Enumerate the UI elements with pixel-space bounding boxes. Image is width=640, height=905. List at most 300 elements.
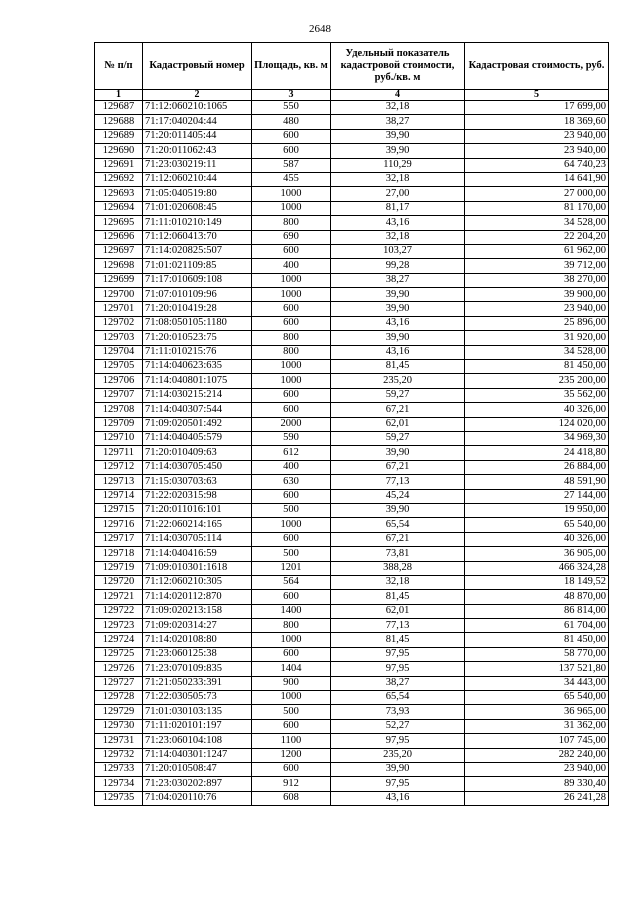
cadastral-number-cell: 71:14:040801:1075 [143, 374, 252, 388]
table-row [95, 705, 609, 719]
area-cell: 600 [252, 719, 331, 733]
cadastral-value-cell: 89 330,40 [465, 777, 609, 791]
row-number-cell: 129699 [95, 273, 143, 287]
cadastral-number-cell: 71:23:060125:38 [143, 647, 252, 661]
table-row [95, 244, 609, 258]
cadastral-number-cell: 71:14:030705:114 [143, 532, 252, 546]
cadastral-value-cell: 48 870,00 [465, 590, 609, 604]
area-cell: 480 [252, 115, 331, 129]
cadastral-number-cell: 71:15:030703:63 [143, 475, 252, 489]
area-cell: 600 [252, 129, 331, 143]
row-number-cell: 129712 [95, 460, 143, 474]
cadastral-number-cell: 71:20:010508:47 [143, 762, 252, 776]
row-number-cell: 129714 [95, 489, 143, 503]
row-number-cell: 129719 [95, 561, 143, 575]
area-cell: 1000 [252, 360, 331, 374]
row-number-cell: 129691 [95, 158, 143, 172]
cadastral-number-cell: 71:12:060413:70 [143, 230, 252, 244]
cadastral-number-cell: 71:12:060210:1065 [143, 101, 252, 115]
cadastral-number-cell: 71:11:010210:149 [143, 216, 252, 230]
area-cell: 1000 [252, 187, 331, 201]
area-cell: 600 [252, 388, 331, 402]
table-row [95, 691, 609, 705]
column-number: 3 [252, 90, 331, 101]
table-row [95, 172, 609, 186]
row-number-cell: 129713 [95, 475, 143, 489]
unit-rate-cell: 73,81 [331, 547, 465, 561]
table-row [95, 547, 609, 561]
table-row [95, 374, 609, 388]
cadastral-number-cell: 71:01:021109:85 [143, 259, 252, 273]
unit-rate-cell: 62,01 [331, 604, 465, 618]
unit-rate-cell: 43,16 [331, 345, 465, 359]
row-number-cell: 129729 [95, 705, 143, 719]
cadastral-number-cell: 71:01:020608:45 [143, 201, 252, 215]
row-number-cell: 129731 [95, 734, 143, 748]
cadastral-number-cell: 71:20:011016:101 [143, 503, 252, 517]
cadastral-value-cell: 23 940,00 [465, 129, 609, 143]
unit-rate-cell: 43,16 [331, 216, 465, 230]
cadastral-value-cell: 35 562,00 [465, 388, 609, 402]
table-row [95, 604, 609, 618]
table-row [95, 417, 609, 431]
row-number-cell: 129710 [95, 431, 143, 445]
cadastral-number-cell: 71:09:020314:27 [143, 619, 252, 633]
column-number-row [95, 90, 609, 101]
row-number-cell: 129698 [95, 259, 143, 273]
unit-rate-cell: 52,27 [331, 719, 465, 733]
area-cell: 630 [252, 475, 331, 489]
area-cell: 1404 [252, 662, 331, 676]
row-number-cell: 129702 [95, 316, 143, 330]
table-row [95, 345, 609, 359]
cadastral-value-cell: 31 920,00 [465, 331, 609, 345]
table-row [95, 532, 609, 546]
area-cell: 600 [252, 403, 331, 417]
table-row [95, 518, 609, 532]
cadastral-number-cell: 71:23:030202:897 [143, 777, 252, 791]
table-row [95, 129, 609, 143]
area-cell: 600 [252, 489, 331, 503]
area-cell: 600 [252, 302, 331, 316]
cadastral-number-cell: 71:12:060210:44 [143, 172, 252, 186]
table-row [95, 431, 609, 445]
cadastral-value-cell: 61 704,00 [465, 619, 609, 633]
area-cell: 2000 [252, 417, 331, 431]
area-cell: 1201 [252, 561, 331, 575]
cadastral-value-cell: 34 443,00 [465, 676, 609, 690]
cadastral-number-cell: 71:14:040416:59 [143, 547, 252, 561]
table-row [95, 331, 609, 345]
table-row [95, 201, 609, 215]
column-number: 2 [143, 90, 252, 101]
cadastral-value-cell: 27 144,00 [465, 489, 609, 503]
cadastral-value-cell: 27 000,00 [465, 187, 609, 201]
area-cell: 600 [252, 762, 331, 776]
cadastral-number-cell: 71:21:050233:391 [143, 676, 252, 690]
unit-rate-cell: 235,20 [331, 748, 465, 762]
cadastral-value-cell: 23 940,00 [465, 762, 609, 776]
area-cell: 608 [252, 791, 331, 805]
unit-rate-cell: 65,54 [331, 518, 465, 532]
cadastral-value-cell: 282 240,00 [465, 748, 609, 762]
area-cell: 800 [252, 619, 331, 633]
column-number: 1 [95, 90, 143, 101]
cadastral-value-cell: 64 740,23 [465, 158, 609, 172]
cadastral-value-cell: 235 200,00 [465, 374, 609, 388]
cadastral-number-cell: 71:17:040204:44 [143, 115, 252, 129]
table-row [95, 158, 609, 172]
cadastral-number-cell: 71:23:030219:11 [143, 158, 252, 172]
cadastral-number-cell: 71:05:040519:80 [143, 187, 252, 201]
row-number-cell: 129727 [95, 676, 143, 690]
area-cell: 800 [252, 216, 331, 230]
table-row [95, 575, 609, 589]
area-cell: 600 [252, 647, 331, 661]
unit-rate-cell: 81,17 [331, 201, 465, 215]
unit-rate-cell: 235,20 [331, 374, 465, 388]
table-row [95, 101, 609, 115]
cadastral-number-cell: 71:20:010419:28 [143, 302, 252, 316]
column-number: 4 [331, 90, 465, 101]
cadastral-value-cell: 24 418,80 [465, 446, 609, 460]
cadastral-value-table [94, 42, 609, 806]
row-number-cell: 129723 [95, 619, 143, 633]
cadastral-number-cell: 71:22:020315:98 [143, 489, 252, 503]
area-cell: 1000 [252, 518, 331, 532]
unit-rate-cell: 39,90 [331, 331, 465, 345]
table-row [95, 503, 609, 517]
row-number-cell: 129687 [95, 101, 143, 115]
unit-rate-cell: 39,90 [331, 302, 465, 316]
row-number-cell: 129717 [95, 532, 143, 546]
unit-rate-cell: 32,18 [331, 575, 465, 589]
cadastral-number-cell: 71:04:020110:76 [143, 791, 252, 805]
table-row [95, 762, 609, 776]
cadastral-number-cell: 71:20:010523:75 [143, 331, 252, 345]
area-cell: 1000 [252, 201, 331, 215]
row-number-cell: 129720 [95, 575, 143, 589]
unit-rate-cell: 81,45 [331, 360, 465, 374]
row-number-cell: 129703 [95, 331, 143, 345]
table-row [95, 561, 609, 575]
area-cell: 500 [252, 503, 331, 517]
cadastral-value-cell: 36 905,00 [465, 547, 609, 561]
table-row [95, 316, 609, 330]
cadastral-number-cell: 71:14:030705:450 [143, 460, 252, 474]
area-cell: 600 [252, 590, 331, 604]
area-cell: 612 [252, 446, 331, 460]
cadastral-number-cell: 71:14:020108:80 [143, 633, 252, 647]
unit-rate-cell: 39,90 [331, 503, 465, 517]
cadastral-number-cell: 71:14:030215:214 [143, 388, 252, 402]
unit-rate-cell: 73,93 [331, 705, 465, 719]
header-cadastral-number: Кадастровый номер [143, 43, 252, 90]
row-number-cell: 129694 [95, 201, 143, 215]
row-number-cell: 129725 [95, 647, 143, 661]
row-number-cell: 129705 [95, 360, 143, 374]
unit-rate-cell: 39,90 [331, 144, 465, 158]
area-cell: 1000 [252, 633, 331, 647]
unit-rate-cell: 27,00 [331, 187, 465, 201]
table-row [95, 590, 609, 604]
cadastral-value-cell: 86 814,00 [465, 604, 609, 618]
unit-rate-cell: 388,28 [331, 561, 465, 575]
area-cell: 600 [252, 244, 331, 258]
cadastral-value-cell: 61 962,00 [465, 244, 609, 258]
area-cell: 400 [252, 259, 331, 273]
unit-rate-cell: 38,27 [331, 115, 465, 129]
unit-rate-cell: 38,27 [331, 273, 465, 287]
table-row [95, 619, 609, 633]
unit-rate-cell: 97,95 [331, 662, 465, 676]
row-number-cell: 129722 [95, 604, 143, 618]
area-cell: 600 [252, 532, 331, 546]
cadastral-value-cell: 18 149,52 [465, 575, 609, 589]
cadastral-value-cell: 34 969,30 [465, 431, 609, 445]
cadastral-value-cell: 58 770,00 [465, 647, 609, 661]
cadastral-value-cell: 17 699,00 [465, 101, 609, 115]
table-row [95, 475, 609, 489]
cadastral-value-cell: 23 940,00 [465, 144, 609, 158]
cadastral-value-cell: 22 204,20 [465, 230, 609, 244]
table-row [95, 777, 609, 791]
cadastral-number-cell: 71:22:030505:73 [143, 691, 252, 705]
area-cell: 690 [252, 230, 331, 244]
row-number-cell: 129726 [95, 662, 143, 676]
cadastral-value-cell: 25 896,00 [465, 316, 609, 330]
cadastral-value-cell: 39 900,00 [465, 288, 609, 302]
cadastral-number-cell: 71:20:010409:63 [143, 446, 252, 460]
cadastral-value-cell: 34 528,00 [465, 216, 609, 230]
table-row [95, 403, 609, 417]
unit-rate-cell: 39,90 [331, 129, 465, 143]
cadastral-value-cell: 81 450,00 [465, 360, 609, 374]
row-number-cell: 129734 [95, 777, 143, 791]
table-row [95, 676, 609, 690]
cadastral-value-cell: 107 745,00 [465, 734, 609, 748]
unit-rate-cell: 32,18 [331, 230, 465, 244]
unit-rate-cell: 39,90 [331, 288, 465, 302]
unit-rate-cell: 39,90 [331, 446, 465, 460]
cadastral-value-cell: 14 641,90 [465, 172, 609, 186]
unit-rate-cell: 67,21 [331, 532, 465, 546]
row-number-cell: 129689 [95, 129, 143, 143]
area-cell: 500 [252, 705, 331, 719]
table-row [95, 302, 609, 316]
cadastral-number-cell: 71:01:030103:135 [143, 705, 252, 719]
page-number: 2648 [309, 23, 331, 35]
row-number-cell: 129730 [95, 719, 143, 733]
unit-rate-cell: 32,18 [331, 172, 465, 186]
row-number-cell: 129715 [95, 503, 143, 517]
area-cell: 1400 [252, 604, 331, 618]
cadastral-number-cell: 71:20:011405:44 [143, 129, 252, 143]
cadastral-value-cell: 81 450,00 [465, 633, 609, 647]
area-cell: 455 [252, 172, 331, 186]
cadastral-value-cell: 137 521,80 [465, 662, 609, 676]
area-cell: 800 [252, 331, 331, 345]
area-cell: 800 [252, 345, 331, 359]
cadastral-number-cell: 71:09:020501:492 [143, 417, 252, 431]
row-number-cell: 129697 [95, 244, 143, 258]
cadastral-value-cell: 40 326,00 [465, 403, 609, 417]
row-number-cell: 129735 [95, 791, 143, 805]
unit-rate-cell: 67,21 [331, 460, 465, 474]
cadastral-value-cell: 65 540,00 [465, 518, 609, 532]
area-cell: 900 [252, 676, 331, 690]
cadastral-number-cell: 71:23:070109:835 [143, 662, 252, 676]
cadastral-value-cell: 36 965,00 [465, 705, 609, 719]
table-row [95, 633, 609, 647]
row-number-cell: 129706 [95, 374, 143, 388]
cadastral-value-cell: 466 324,28 [465, 561, 609, 575]
cadastral-value-cell: 40 326,00 [465, 532, 609, 546]
cadastral-number-cell: 71:09:010301:1618 [143, 561, 252, 575]
area-cell: 1000 [252, 273, 331, 287]
unit-rate-cell: 77,13 [331, 475, 465, 489]
cadastral-value-cell: 26 884,00 [465, 460, 609, 474]
unit-rate-cell: 77,13 [331, 619, 465, 633]
unit-rate-cell: 81,45 [331, 590, 465, 604]
area-cell: 400 [252, 460, 331, 474]
area-cell: 564 [252, 575, 331, 589]
cadastral-value-cell: 38 270,00 [465, 273, 609, 287]
table-row [95, 489, 609, 503]
table-row [95, 748, 609, 762]
area-cell: 912 [252, 777, 331, 791]
unit-rate-cell: 39,90 [331, 762, 465, 776]
cadastral-number-cell: 71:14:040623:635 [143, 360, 252, 374]
table-row [95, 115, 609, 129]
row-number-cell: 129724 [95, 633, 143, 647]
area-cell: 600 [252, 144, 331, 158]
table-row [95, 187, 609, 201]
unit-rate-cell: 110,29 [331, 158, 465, 172]
unit-rate-cell: 43,16 [331, 791, 465, 805]
cadastral-number-cell: 71:08:050105:1180 [143, 316, 252, 330]
table-row [95, 388, 609, 402]
row-number-cell: 129707 [95, 388, 143, 402]
row-number-cell: 129718 [95, 547, 143, 561]
header-area: Площадь, кв. м [252, 43, 331, 90]
cadastral-value-cell: 34 528,00 [465, 345, 609, 359]
cadastral-number-cell: 71:14:020825:507 [143, 244, 252, 258]
cadastral-value-cell: 124 020,00 [465, 417, 609, 431]
cadastral-value-cell: 39 712,00 [465, 259, 609, 273]
row-number-cell: 129696 [95, 230, 143, 244]
cadastral-number-cell: 71:22:060214:165 [143, 518, 252, 532]
table-row [95, 273, 609, 287]
unit-rate-cell: 59,27 [331, 388, 465, 402]
unit-rate-cell: 81,45 [331, 633, 465, 647]
area-cell: 1000 [252, 374, 331, 388]
cadastral-value-cell: 48 591,90 [465, 475, 609, 489]
area-cell: 500 [252, 547, 331, 561]
cadastral-value-cell: 26 241,28 [465, 791, 609, 805]
unit-rate-cell: 43,16 [331, 316, 465, 330]
area-cell: 600 [252, 316, 331, 330]
row-number-cell: 129701 [95, 302, 143, 316]
unit-rate-cell: 65,54 [331, 691, 465, 705]
row-number-cell: 129711 [95, 446, 143, 460]
row-number-cell: 129688 [95, 115, 143, 129]
cadastral-number-cell: 71:14:020112:870 [143, 590, 252, 604]
area-cell: 550 [252, 101, 331, 115]
area-cell: 1000 [252, 691, 331, 705]
row-number-cell: 129693 [95, 187, 143, 201]
area-cell: 590 [252, 431, 331, 445]
unit-rate-cell: 45,24 [331, 489, 465, 503]
row-number-cell: 129728 [95, 691, 143, 705]
cadastral-value-cell: 19 950,00 [465, 503, 609, 517]
cadastral-number-cell: 71:11:010215:76 [143, 345, 252, 359]
table-row [95, 144, 609, 158]
header-cadastral-value: Кадастровая стоимость, руб. [465, 43, 609, 90]
cadastral-value-cell: 65 540,00 [465, 691, 609, 705]
table-row [95, 216, 609, 230]
unit-rate-cell: 99,28 [331, 259, 465, 273]
header-unit-rate: Удельный показатель кадастровой стоимости, руб./кв. м [331, 43, 465, 90]
row-number-cell: 129721 [95, 590, 143, 604]
area-cell: 1000 [252, 288, 331, 302]
cadastral-number-cell: 71:07:010109:96 [143, 288, 252, 302]
header-row-number: № п/п [95, 43, 143, 90]
cadastral-number-cell: 71:17:010609:108 [143, 273, 252, 287]
unit-rate-cell: 38,27 [331, 676, 465, 690]
unit-rate-cell: 97,95 [331, 647, 465, 661]
cadastral-number-cell: 71:23:060104:108 [143, 734, 252, 748]
cadastral-number-cell: 71:12:060210:305 [143, 575, 252, 589]
row-number-cell: 129695 [95, 216, 143, 230]
cadastral-value-cell: 23 940,00 [465, 302, 609, 316]
unit-rate-cell: 32,18 [331, 101, 465, 115]
row-number-cell: 129700 [95, 288, 143, 302]
table-row [95, 460, 609, 474]
unit-rate-cell: 67,21 [331, 403, 465, 417]
table-row [95, 719, 609, 733]
area-cell: 1200 [252, 748, 331, 762]
table-body [95, 101, 609, 806]
table-header-row [95, 43, 609, 90]
unit-rate-cell: 97,95 [331, 734, 465, 748]
table-row [95, 230, 609, 244]
table-row [95, 791, 609, 805]
table-row [95, 662, 609, 676]
cadastral-number-cell: 71:14:040301:1247 [143, 748, 252, 762]
row-number-cell: 129709 [95, 417, 143, 431]
cadastral-number-cell: 71:09:020213:158 [143, 604, 252, 618]
cadastral-value-cell: 18 369,60 [465, 115, 609, 129]
table-row [95, 647, 609, 661]
table-row [95, 360, 609, 374]
cadastral-value-cell: 81 170,00 [465, 201, 609, 215]
row-number-cell: 129733 [95, 762, 143, 776]
table-row [95, 446, 609, 460]
table-row [95, 259, 609, 273]
area-cell: 587 [252, 158, 331, 172]
row-number-cell: 129716 [95, 518, 143, 532]
unit-rate-cell: 97,95 [331, 777, 465, 791]
table-row [95, 288, 609, 302]
row-number-cell: 129704 [95, 345, 143, 359]
cadastral-number-cell: 71:11:020101:197 [143, 719, 252, 733]
cadastral-number-cell: 71:20:011062:43 [143, 144, 252, 158]
unit-rate-cell: 62,01 [331, 417, 465, 431]
row-number-cell: 129692 [95, 172, 143, 186]
cadastral-value-cell: 31 362,00 [465, 719, 609, 733]
area-cell: 1100 [252, 734, 331, 748]
